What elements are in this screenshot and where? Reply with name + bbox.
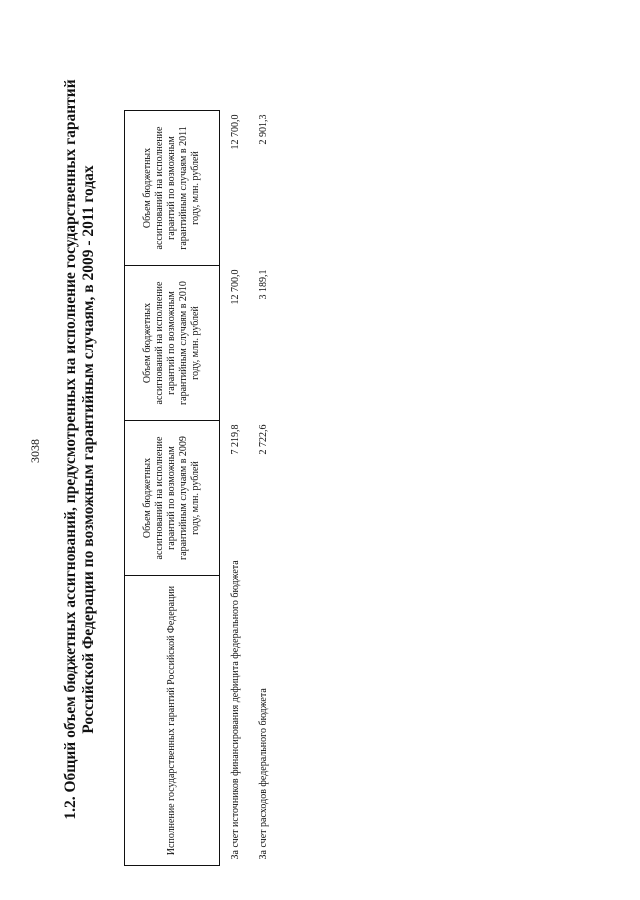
table-row xyxy=(244,111,272,866)
document-title-line-1: 1.2. Общий объем бюджетных ассигнований, предусмотренных на исполнение государственных гарантий xyxy=(62,79,79,820)
header-budget-2011: Объем бюджетных ассигнований на исполнение гарантий по возможным гарантийным случаям в 2011 году, млн. рублей xyxy=(125,111,220,266)
header-guarantee-execution: Исполнение государственных гарантий Российской Федерации xyxy=(125,576,220,866)
row-label: За счет расходов федерального бюджета xyxy=(258,688,269,860)
value-2011: 12 700,0 xyxy=(230,114,241,150)
table-header xyxy=(125,111,220,866)
header-budget-2010: Объем бюджетных ассигнований на исполнение гарантий по возможным гарантийным случаям в 2010 году, млн. рублей xyxy=(125,266,220,421)
document-title-line-2: Российской Федерации по возможным гарантийным случаям, в 2009 - 2011 годах xyxy=(80,165,97,734)
table-row xyxy=(220,111,245,866)
value-2009: 7 219,8 xyxy=(230,424,241,455)
budget-guarantees-table xyxy=(124,110,272,866)
page-number: 3038 xyxy=(28,439,42,463)
header-budget-2009: Объем бюджетных ассигнований на исполнение гарантий по возможным гарантийным случаям в 2009 году, млн. рублей xyxy=(125,421,220,576)
document-title xyxy=(62,77,98,822)
value-2011: 2 901,3 xyxy=(258,114,269,145)
row-label: За счет источников финансирования дефицита федерального бюджета xyxy=(230,560,241,860)
value-2010: 3 189,1 xyxy=(258,269,269,300)
value-2010: 12 700,0 xyxy=(230,269,241,305)
table-header-row xyxy=(125,111,220,866)
table-body xyxy=(220,111,273,866)
value-2009: 2 722,6 xyxy=(258,424,269,455)
